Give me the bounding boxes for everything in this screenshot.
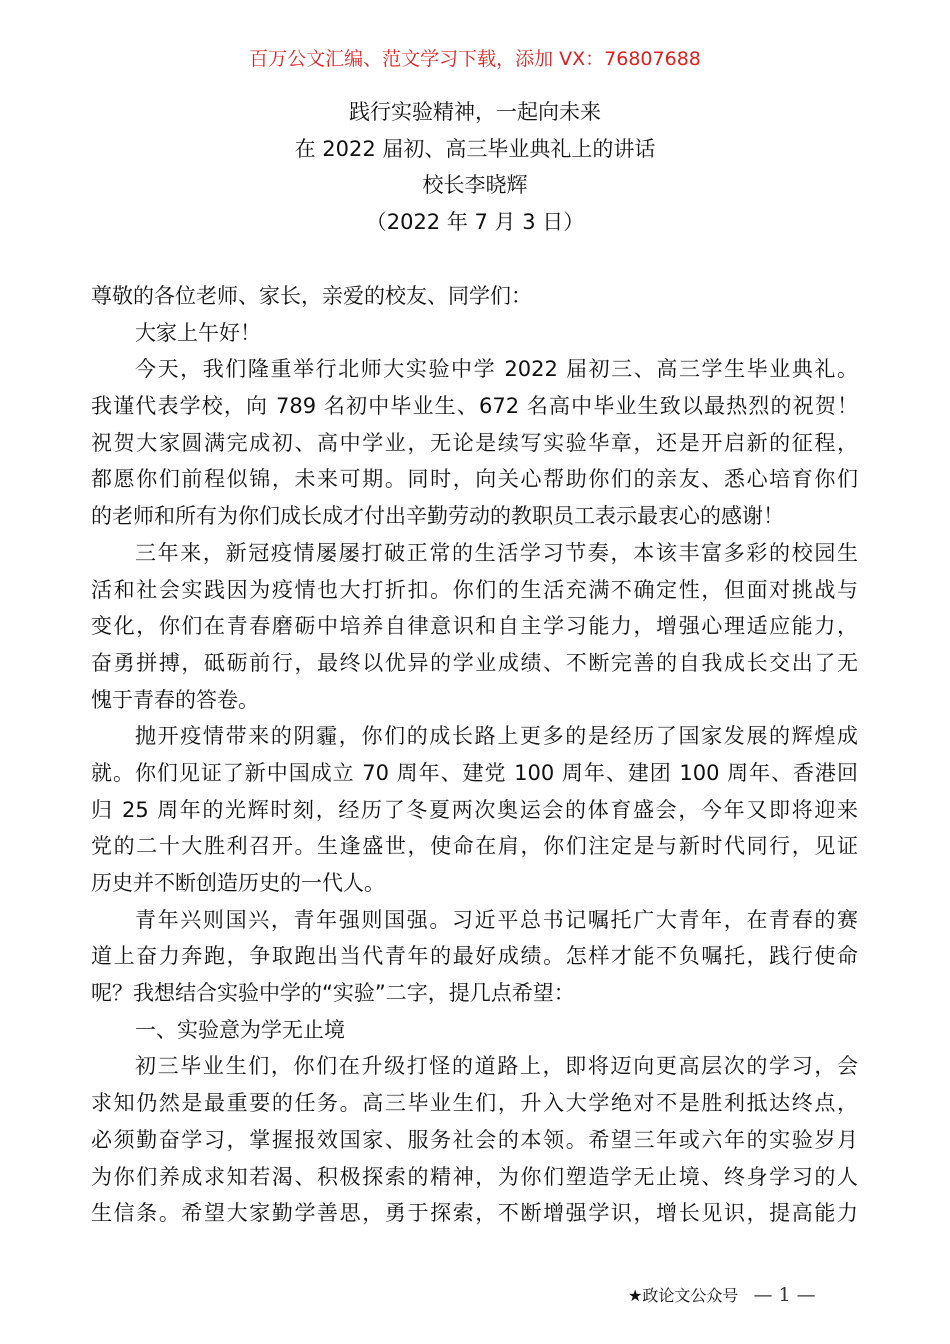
paragraph (91, 351, 858, 534)
text-line: 大家上午好！ (135, 320, 261, 345)
text-line: 的老师和所有为你们成长成才付出辛勤劳动的教职员工表示最衷心的感谢！ (91, 504, 784, 529)
speaker: 校长李晓辉 (422, 173, 528, 198)
text-line: 呢？我想结合实验中学的“实验”二字，提几点希望： (91, 981, 575, 1006)
text-line: 为你们养成求知若渴、积极探索的精神，为你们塑造学无止境、终身学习的人 (91, 1164, 858, 1189)
speech-date: （2022 年 7 月 3 日） (365, 210, 585, 235)
text-line: 求知仍然是最重要的任务。高三毕业生们，升入大学绝对不是胜利抵达终点， (91, 1091, 858, 1116)
text-line: 道上奋力奔跑，争取跑出当代青年的最好成绩。怎样才能不负嘱托，践行使命 (91, 944, 858, 969)
paragraph (91, 315, 858, 352)
paragraph (91, 535, 858, 718)
page-footer (628, 1283, 816, 1308)
text-line: 就。你们见证了新中国成立 70 周年、建党 100 周年、建团 100 周年、香港回 (91, 760, 858, 785)
paragraph (91, 902, 858, 1012)
text-line: 初三毕业生们，你们在升级打怪的道路上，即将迈向更高层次的学习，会 (135, 1054, 858, 1079)
text-line: 生信条。希望大家勤学善思，勇于探索，不断增强学识，增长见识，提高能力 (91, 1201, 858, 1226)
page-number: — 1 — (753, 1284, 816, 1306)
footer-source: ★政论文公众号 (628, 1286, 739, 1305)
paragraph (91, 1012, 858, 1049)
text-line: 奋勇拼搏，砥砺前行，最终以优异的学业成绩、不断完善的自我成长交出了无 (91, 650, 858, 675)
text-line: 青年兴则国兴，青年强则国强。习近平总书记嘱托广大青年，在青春的赛 (135, 907, 858, 932)
text-line: 抛开疫情带来的阴霾，你们的成长路上更多的是经历了国家发展的辉煌成 (135, 724, 858, 749)
text-line: 祝贺大家圆满完成初、高中学业，无论是续写实验华章，还是开启新的征程， (91, 430, 858, 455)
speech-title-block (0, 94, 950, 241)
paragraph (91, 718, 858, 901)
watermark-banner: 百万公文汇编、范文学习下载，添加 VX：76807688 (249, 48, 701, 70)
main-title: 践行实验精神，一起向未来 (349, 100, 601, 124)
text-line: 必须勤奋学习，掌握报效国家、服务社会的本领。希望三年或六年的实验岁月 (91, 1127, 858, 1152)
text-line: 都愿你们前程似锦，未来可期。同时，向关心帮助你们的亲友、悉心培育你们 (91, 467, 858, 492)
text-line: 愧于青春的答卷。 (91, 687, 259, 712)
text-line: 今天，我们隆重举行北师大实验中学 2022 届初三、高三学生毕业典礼。 (135, 357, 858, 382)
text-line: 尊敬的各位老师、家长，亲爱的校友、同学们： (91, 284, 532, 308)
text-line: 三年来，新冠疫情屡屡打破正常的生活学习节奏，本该丰富多彩的校园生 (135, 540, 858, 565)
speech-body (91, 278, 858, 1232)
paragraph (91, 278, 858, 315)
subtitle: 在 2022 届初、高三毕业典礼上的讲话 (294, 136, 656, 161)
text-line: 我谨代表学校，向 789 名初中毕业生、672 名高中毕业生致以最热烈的祝贺！ (91, 394, 858, 419)
text-line: 变化，你们在青春磨砺中培养自律意识和自主学习能力，增强心理适应能力， (91, 614, 858, 639)
text-line: 历史并不断创造历史的一代人。 (91, 871, 385, 895)
text-line: 归 25 周年的光辉时刻，经历了冬夏两次奥运会的体育盛会，今年又即将迎来 (91, 797, 858, 822)
text-line: 党的二十大胜利召开。生逢盛世，使命在肩，你们注定是与新时代同行，见证 (91, 834, 858, 859)
text-line: 一、实验意为学无止境 (135, 1017, 345, 1042)
text-line: 活和社会实践因为疫情也大打折扣。你们的生活充满不确定性，但面对挑战与 (91, 577, 858, 602)
paragraph (91, 1048, 858, 1231)
